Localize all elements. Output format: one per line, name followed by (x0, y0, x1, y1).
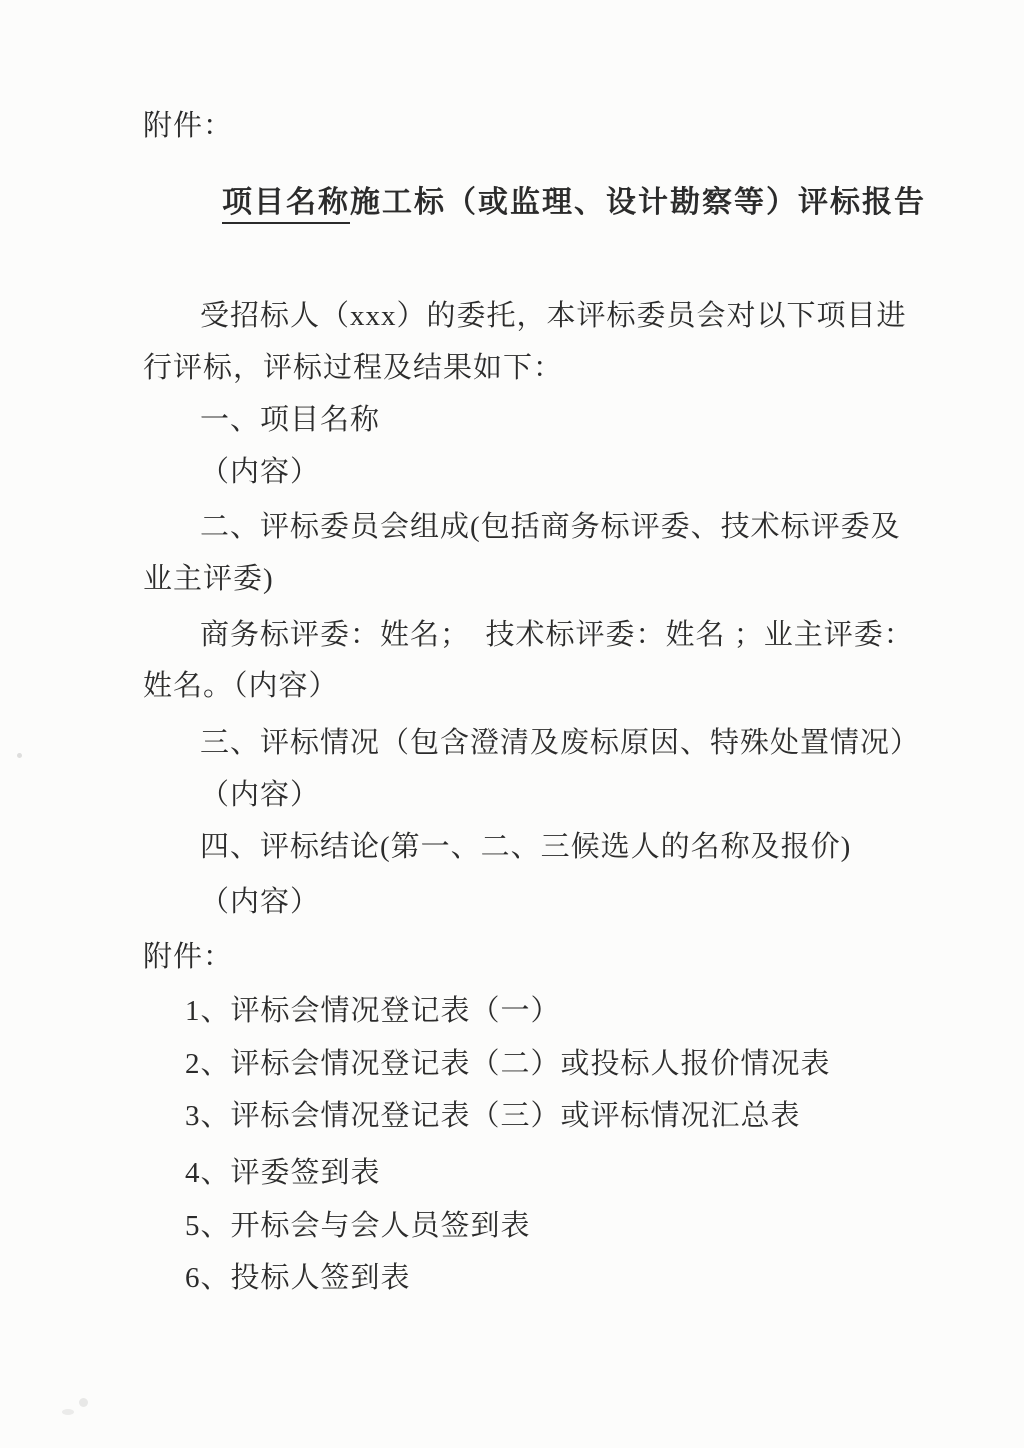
attachment-item-6: 6、投标人签到表 (185, 1262, 411, 1294)
section-4-content: （内容） (200, 886, 321, 918)
section-2-content-line-2: 姓名。（内容） (143, 670, 339, 702)
attachment-header: 附件： (143, 110, 234, 142)
section-1-heading: 一、项目名称 (200, 404, 381, 436)
section-2-heading-line-1: 二、评标委员会组成(包括商务标评委、技术标评委及 (200, 511, 901, 543)
section-2-content-line-1: 商务标评委：姓名； 技术标评委：姓名 ；业主评委： (200, 619, 914, 651)
section-3-heading: 三、评标情况（包含澄清及废标原因、特殊处置情况） (200, 727, 921, 759)
section-4-heading: 四、评标结论(第一、二、三候选人的名称及报价) (200, 831, 852, 863)
attachments-label: 附件： (143, 941, 234, 973)
scan-speck (17, 753, 22, 758)
intro-line-2: 行评标，评标过程及结果如下： (143, 352, 564, 384)
document-title (222, 186, 926, 220)
attachment-item-3: 3、评标会情况登记表（三）或评标情况汇总表 (185, 1100, 801, 1132)
scan-speck (79, 1398, 88, 1407)
attachment-item-1: 1、评标会情况登记表（一） (185, 995, 561, 1027)
section-1-content: （内容） (200, 456, 321, 488)
title-rest: 施工标（或监理、设计勘察等）评标报告 (350, 186, 926, 219)
section-3-content: （内容） (200, 779, 321, 811)
title-underlined-project-name: 项目名称 (222, 186, 350, 224)
attachment-item-4: 4、评委签到表 (185, 1157, 381, 1189)
attachment-item-2: 2、评标会情况登记表（二）或投标人报价情况表 (185, 1048, 831, 1080)
scan-speck (62, 1409, 74, 1415)
attachment-item-5: 5、开标会与会人员签到表 (185, 1210, 531, 1242)
intro-line-1: 受招标人（xxx）的委托，本评标委员会对以下项目进 (200, 300, 907, 332)
section-2-heading-line-2: 业主评委) (143, 563, 274, 595)
